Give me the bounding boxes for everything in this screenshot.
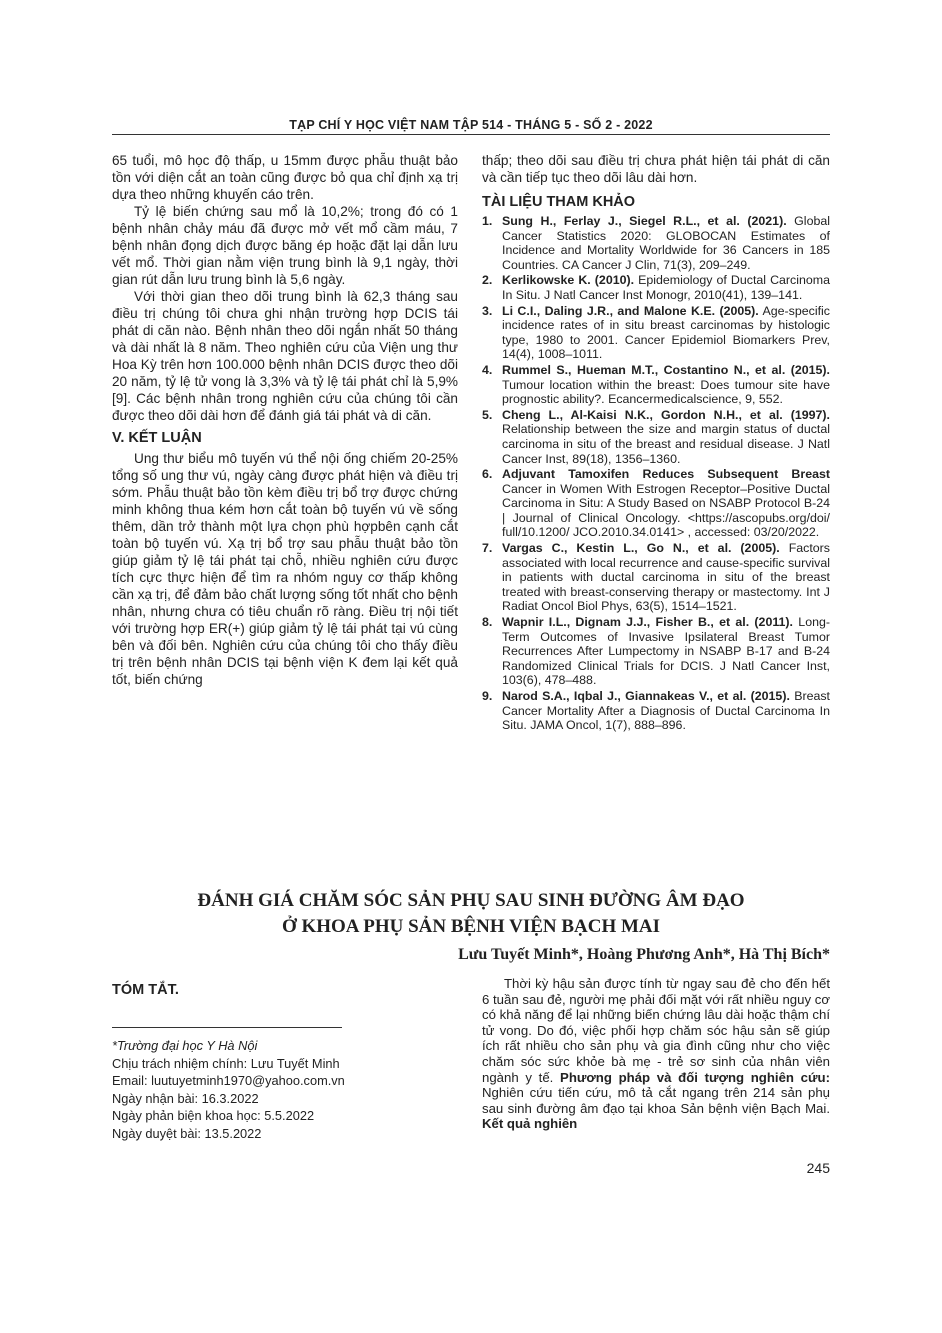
reference-authors: Kerlikowske K. (2010). (502, 273, 635, 288)
reference-authors: Li C.I., Daling J.R., and Malone K.E. (2005). (502, 303, 759, 318)
reference-number: 7. (482, 541, 493, 556)
methods-label: Phương pháp và đối tượng nghiên cứu: (560, 1069, 831, 1085)
paragraph: thấp; theo dõi sau điều trị chưa phát hiện tái phát di căn và cần tiếp tục theo dõi lâu dài hơn. (482, 153, 830, 185)
reference-item (482, 214, 830, 272)
reference-item (482, 615, 830, 688)
left-column (112, 152, 458, 688)
reference-item (482, 467, 830, 540)
reference-number: 3. (482, 303, 493, 318)
footnotes (112, 1037, 458, 1143)
reference-number: 4. (482, 362, 493, 377)
affiliation: *Trường đại học Y Hà Nội (112, 1038, 258, 1053)
reference-number: 1. (482, 214, 493, 228)
footnote-rule (112, 1027, 342, 1028)
reference-number: 5. (482, 407, 493, 422)
reference-text: Breast Cancer Mortality After a Diagnosis of Ductal Carcinoma In Situ. JAMA Oncol, 1(7), 888–896. (502, 689, 830, 733)
running-header: TẠP CHÍ Y HỌC VIỆT NAM TẬP 514 - THÁNG 5 - SỐ 2 - 2022 (289, 118, 653, 132)
summary-heading: TÓM TẮT. (112, 982, 179, 998)
reference-item (482, 304, 830, 362)
article-title-line: Ở KHOA PHỤ SẢN BỆNH VIỆN BẠCH MAI (281, 916, 661, 937)
review-date: Ngày phản biện khoa học: 5.5.2022 (112, 1108, 315, 1124)
reference-item (482, 689, 830, 733)
responsible-author: Chịu trách nhiệm chính: Lưu Tuyết Minh (112, 1055, 340, 1071)
reference-text: Epidemiology of Ductal Carcinoma In Situ. J Natl Cancer Inst Monogr, 2010(41), 139–141. (502, 273, 830, 302)
references-heading: TÀI LIỆU THAM KHẢO (482, 194, 636, 210)
reference-item (482, 363, 830, 407)
reference-number: 2. (482, 273, 493, 288)
page-number: 245 (806, 1160, 830, 1176)
reference-item (482, 273, 830, 302)
paragraph: Với thời gian theo dõi trung bình là 62,3 tháng sau điều trị chúng tôi chưa ghi nhận trường hợp DCIS tái phát di căn nào. Bệnh nhân theo dõi ngắn nhất 50 tháng và dài nhất là 8 năm. Theo nghiên cứu của Viện ung thư Hoa Kỳ trên hơn 100.000 bệnh nhân DCIS được theo dõi 20 năm, tỷ lệ tử vong là 3,3% và tỷ lệ tái phát chỉ là 5,9% [9]. Các bệnh nhân trong nghiên cứu của chúng tôi cần được theo dõi dài hơn để đánh giá tái phát và di căn. (112, 289, 458, 423)
reference-text: Long-Term Outcomes of Invasive Ipsilateral Breast Tumor Recurrences After Lumpectomy in NSABP B-17 and B-24 Randomized Clinical Trials for DCIS. J Natl Cancer Inst, 103(6), 478–488. (502, 615, 830, 688)
conclusion-heading: V. KẾT LUẬN (112, 430, 202, 446)
abstract-paragraph (482, 976, 830, 1132)
conclusion-paragraph: Ung thư biểu mô tuyến vú thể nội ống chiếm 20-25% tổng số ung thư vú, ngày càng được phát hiện và điều trị sớm. Phẫu thuật bảo tồn kèm điều trị bổ trợ được chứng minh không thua kém hơn cắt toàn bộ tuyến vú về sống thêm, dần trở thành một lựa chọn phù hợpbên cạnh cắt toàn bộ tuyến vú. Xạ trị bổ trợ sau phẫu thuật bảo tồn giúp giảm tỷ lệ tái phát tại chỗ, nhiều nghiên cứu được tích cực thực hiện để tìm ra nhóm nguy cơ thấp không cần xạ trị, để đảm bảo chất lượng sống tốt nhất cho bệnh nhân, nhưng chưa có tiêu chuẩn rõ ràng. Điều trị nội tiết với trường hợp ER(+) giúp giảm tỷ lệ tái phát tại vú cùng bên và đối bên. Nghiên cứu của chúng tôi cho thấy điều trị trên bệnh nhân DCIS tại bệnh viện K đem lại kết quả tốt, biến chứng (112, 451, 458, 687)
reference-authors: Narod S.A., Iqbal J., Giannakeas V., et al. (2015). (502, 689, 790, 703)
reference-text: Global Cancer Statistics 2020: GLOBOCAN Estimates of Incidence and Mortality Worldwide for 36 Cancers in 185 Countries. CA Cancer J Clin, 71(3), 209–249. (502, 214, 830, 272)
reference-authors: Adjuvant Tamoxifen Reduces Subsequent Breast (502, 467, 830, 482)
right-column (482, 152, 830, 734)
reference-text: Age-specific incidence rates of in situ breast carcinomas by histologic type, 1980 to 2001. Cancer Epidemiol Biomarkers Prev, 14(4), 1008–1011. (502, 303, 830, 362)
reference-authors: Sung H., Ferlay J., Siegel R.L., et al. (2021). (502, 214, 787, 228)
paragraph: Tỷ lệ biến chứng sau mổ là 10,2%; trong đó có 1 bệnh nhân chảy máu đã được mở vết mổ cầm máu, 7 bệnh nhân đọng dịch được băng ép hoặc đặt lại dẫn lưu vết mổ. Thời gian nằm viện trung bình là 9,1 ngày, thời gian rút dẫn lưu trung bình là 5,6 ngày. (112, 204, 458, 287)
reference-item (482, 408, 830, 466)
abstract (482, 976, 830, 1132)
reference-text: Cancer in Women With Estrogen Receptor–Positive Ductal Carcinoma in Situ: A Study Based on NSABP Protocol B-24 | Journal of Clinical Oncology. <https://ascopubs.org/doi/ full/10.1200/ JCO.2010.34.0141> , accessed: 03/20/2022. (502, 481, 830, 540)
received-date: Ngày nhận bài: 16.3.2022 (112, 1090, 259, 1106)
reference-authors: Wapnir I.L., Dignam J.J., Fisher B., et al. (2011). (502, 615, 794, 630)
article-title-line: ĐÁNH GIÁ CHĂM SÓC SẢN PHỤ SAU SINH ĐƯỜNG ÂM ĐẠO (197, 890, 745, 911)
reference-number: 6. (482, 467, 493, 482)
reference-authors: Vargas C., Kestin L., Go N., et al. (2005). (502, 541, 780, 556)
paragraph: 65 tuổi, mô học độ thấp, u 15mm được phẫu thuật bảo tồn với diện cắt an toàn cũng được bỏ qua chỉ định xạ trị dựa theo những khuyến cáo trên. (112, 153, 458, 202)
results-label: Kết quả nghiên (482, 1116, 578, 1132)
article-authors: Lưu Tuyết Minh*, Hoàng Phương Anh*, Hà Thị Bích* (458, 946, 830, 963)
reference-text: Tumour location within the breast: Does tumour site have prognostic ability?. Ecancermedicalscience, 9, 552. (502, 377, 830, 407)
email: Email: luutuyetminh1970@yahoo.com.vn (112, 1073, 345, 1089)
article-title (112, 888, 830, 940)
header-rule (112, 134, 830, 135)
reference-text: Relationship between the size and margin status of ductal carcinoma in situ of the breast and residual disease. J Natl Cancer Inst, 89(18), 1356–1360. (502, 422, 830, 466)
reference-authors: Rummel S., Hueman M.T., Costantino N., et al. (2015). (502, 362, 830, 377)
abstract-text: Nghiên cứu tiến cứu, mô tả cắt ngang trên 214 sản phụ sau sinh đường âm đạo tại khoa Sản bệnh viện Bạch Mai. (482, 1085, 830, 1116)
approval-date: Ngày duyệt bài: 13.5.2022 (112, 1125, 262, 1141)
abstract-text: Thời kỳ hậu sản được tính từ ngay sau đẻ cho đến hết 6 tuần sau đẻ, người mẹ phải đối mặt với rất nhiều nguy cơ có khả năng để lại những biến chứng lâu dài hoặc thậm chí tử vong. Do đó, việc phối hợp chăm sóc hậu sản sẽ giúp ích rất nhiều cho sản phụ và gia đình cũng như cho việc chăm sóc sức khỏe bà mẹ - trẻ sơ sinh của nhân viên ngành y tế. (482, 976, 830, 1085)
reference-text: Factors associated with local recurrence and cause-specific survival in patients with ductal carcinoma in situ of the breast treated with breast-conserving therapy or mastectomy. Int J Radiat Oncol Biol Phys, 63(5), 1514–1521. (502, 541, 830, 614)
reference-authors: Cheng L., Al-Kaisi N.K., Gordon N.H., et al. (1997). (502, 407, 830, 422)
reference-number: 9. (482, 689, 493, 703)
reference-list (482, 214, 830, 733)
reference-item (482, 541, 830, 614)
reference-number: 8. (482, 615, 493, 630)
